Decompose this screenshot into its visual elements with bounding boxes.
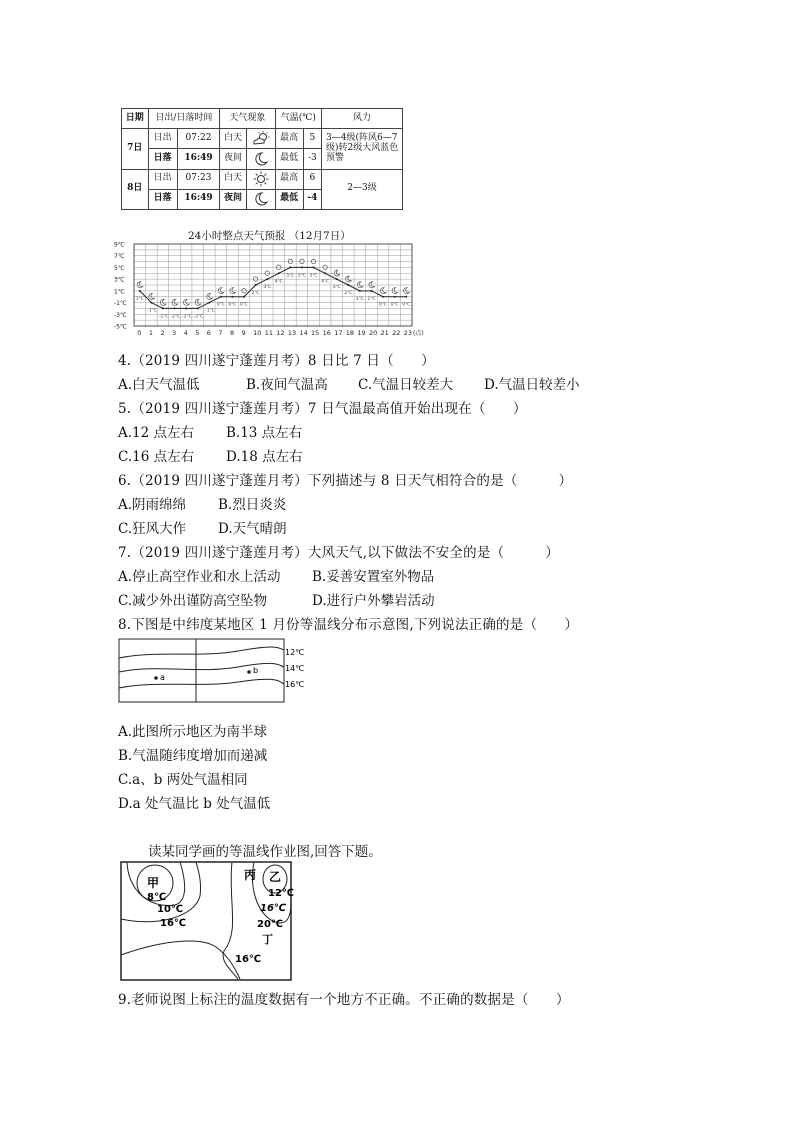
chart-title: 24小时整点天气预报 （12月7日） [188,230,351,242]
header-weather: 天气现象 [220,109,275,129]
temp-16-bottom: 16℃ [235,954,262,965]
x-tick-label: 4 [183,329,188,337]
temp-value: 6 [303,169,321,189]
question-6-stem: 6.（2019 四川遂宁蓬莲月考）下列描述与 8 日天气相符合的是（ ） [118,473,573,489]
x-tick-label: 15 [311,329,320,337]
data-point [220,296,222,298]
time-cell: 16:49 [177,149,219,169]
data-label: -1℃ [205,308,215,314]
kind-cell: 日出 [148,169,177,189]
question-9-stem: 9.老师说图上标注的温度数据有一个地方不正确。不正确的数据是（ ） [118,992,570,1008]
header-wind: 风力 [322,109,403,129]
time-cell: 07:22 [177,129,219,149]
temp-16-right: 16℃ [260,903,287,914]
label-bing: 丙 [244,868,257,882]
option-6c: C.狂风大作 [118,521,187,537]
option-8c: C.a、b 两处气温相同 [118,772,248,788]
data-point [174,307,176,309]
data-point [185,307,187,309]
isotherm-label-14: 14℃ [285,664,305,673]
kind-cell: 日落 [148,189,177,209]
option-5d: D.18 点左右 [226,449,303,465]
x-tick-label: 18 [345,329,355,337]
question-7-stem: 7.（2019 四川遂宁蓬莲月考）大风天气,以下做法不安全的是（ ） [118,545,560,561]
temp-value: -3 [303,149,321,169]
temperature-chart [112,240,422,340]
period-cell: 白天 [220,129,247,149]
data-point [370,290,372,292]
data-label: 4℃ [274,279,283,285]
data-label: 0℃ [228,302,237,308]
option-5c: C.16 点左右 [118,449,195,465]
x-tick-label: 20 [368,329,378,337]
x-tick-label: 14 [299,329,308,337]
x-tick-label: 11 [264,329,273,337]
x-tick-label: 5 [195,329,200,337]
data-point [208,302,210,304]
y-tick-label: 3℃ [114,276,125,284]
date-8: 8日 [122,169,149,210]
y-tick-label: -5℃ [114,323,127,331]
x-tick-label: 6 [206,329,211,337]
data-point [139,290,141,292]
x-tick-label: 1 [148,329,154,337]
option-4c: C.气温日较差大 [358,377,454,393]
x-tick-label: 23 [403,329,412,337]
y-tick-label: 9℃ [114,241,125,249]
data-label: 0℃ [390,302,399,308]
option-8d: D.a 处气温比 b 处气温低 [118,796,271,812]
data-point [278,272,280,274]
data-point [255,284,257,286]
data-label: -2℃ [158,314,169,320]
label-ding: 丁 [262,933,273,946]
time-cell: 07:23 [177,169,219,189]
date-7: 7日 [122,129,149,170]
x-tick-label: 0 [137,329,142,337]
x-tick-label: 19 [357,329,366,337]
y-tick-label: 7℃ [114,253,125,261]
label-jia: 甲 [147,876,160,890]
temp-label: 最高 [275,129,303,149]
data-point [382,296,384,298]
y-tick-label: 1℃ [114,288,125,296]
kind-cell: 日出 [148,129,177,149]
temp-20: 20℃ [257,919,284,930]
x-axis-label: (点) [413,330,424,337]
temp-label: 最低 [275,189,303,209]
data-point [301,266,303,268]
option-4a: A.白天气温低 [118,377,200,393]
temp-16-left: 16℃ [160,918,187,929]
label-yi: 乙 [269,870,282,884]
x-tick-label: 8 [229,329,235,337]
option-7a: A.停止高空作业和水上活动 [118,569,281,585]
question-5-stem: 5.（2019 四川遂宁蓬莲月考）7 日气温最高值开始出现在（ ） [118,401,527,417]
temp-label: 最高 [275,169,303,189]
option-6d: D.天气晴朗 [218,521,287,537]
temp-label: 最低 [275,149,303,169]
weather-table [121,108,403,210]
temp-8: 8℃ [147,892,167,903]
data-point [313,266,315,268]
option-7b: B.妥善安置室外物品 [312,569,435,585]
data-point [394,296,396,298]
question-9-intro: 读某同学画的等温线作业图,回答下题。 [148,844,382,860]
y-tick-label: 5℃ [114,264,125,272]
isotherm-map-2 [120,861,294,983]
option-4b: B.夜间气温高 [246,377,328,393]
temp-10: 10℃ [157,904,184,915]
option-4d: D.气温日较差小 [484,377,580,393]
data-label: 3℃ [332,285,341,291]
data-label: -2℃ [170,314,181,320]
option-5a: A.12 点左右 [118,425,195,441]
data-label: -1℃ [147,308,157,314]
data-point [359,290,361,292]
x-tick-label: 7 [218,329,223,337]
question-4-stem: 4.（2019 四川遂宁蓬莲月考）8 日比 7 日（ ） [118,353,435,369]
option-8b: B.气温随纬度增加而递减 [118,748,268,764]
data-point [347,284,349,286]
point-a-label: a [160,673,165,682]
period-cell: 夜间 [220,189,247,209]
data-label: 4℃ [321,279,330,285]
data-label: 0℃ [216,302,225,308]
x-tick-label: 2 [160,329,165,337]
x-tick-label: 3 [172,329,177,337]
x-tick-label: 21 [380,329,389,337]
isotherm-map-1 [118,638,308,704]
period-cell: 夜间 [220,149,247,169]
temp-value: 5 [303,129,321,149]
data-point [289,266,291,268]
option-7c: C.减少外出谨防高空坠物 [118,593,268,609]
y-tick-label: -3℃ [114,311,127,319]
time-cell: 16:49 [177,189,219,209]
moon-icon [246,149,275,169]
data-label: 2℃ [251,291,260,296]
x-tick-label: 16 [322,329,331,337]
header-sunrise: 日出/日落时间 [148,109,220,129]
data-point [324,272,326,274]
point-b-label: b [253,666,259,675]
temp-value: -4 [303,189,321,209]
data-point [150,302,152,304]
data-point [336,278,338,280]
data-point [405,296,407,298]
isotherm-label-12: 12℃ [285,648,305,657]
option-5b: B.13 点左右 [226,425,303,441]
isotherm-label-16: 16℃ [285,680,305,689]
header-date: 日期 [122,109,149,129]
data-label: 2℃ [344,291,353,296]
data-label: 0℃ [402,302,411,308]
data-point [231,296,233,298]
data-label: 1℃ [355,296,364,302]
header-temp: 气温(℃) [275,109,321,129]
data-label: 0℃ [240,302,248,308]
x-tick-label: 10 [253,329,262,337]
y-tick-label: -1℃ [114,300,127,308]
x-tick-label: 9 [241,329,246,337]
period-cell: 白天 [220,169,247,189]
option-6a: A.阴雨绵绵 [118,497,187,513]
data-label: 1℃ [367,296,376,302]
data-point [243,296,245,298]
data-label: 5℃ [297,273,306,279]
x-tick-label: 22 [392,329,401,337]
question-8-stem: 8.下图是中纬度某地区 1 月份等温线分布示意图,下列说法正确的是（ ） [118,617,579,633]
option-8a: A.此图所示地区为南半球 [118,724,268,740]
data-label: -2℃ [193,314,204,320]
option-6b: B.烈日炎炎 [218,497,287,513]
x-tick-label: 13 [287,329,297,337]
data-label: 0℃ [379,302,387,308]
data-label: 5℃ [309,273,318,279]
wind-7: 3—4级(阵风6—7级)转2级大风蓝色预警 [322,129,403,170]
data-point [197,307,199,309]
partly-cloudy-icon [246,129,275,149]
wind-8: 2—3级 [322,169,403,210]
data-label: 1℃ [135,296,144,302]
moon-icon [246,189,275,209]
sun-icon [246,169,275,189]
x-tick-label: 12 [276,329,285,337]
kind-cell: 日落 [148,149,177,169]
data-label: -2℃ [182,314,192,320]
data-point [266,278,268,280]
option-7d: D.进行户外攀岩活动 [312,593,435,609]
data-label: 5℃ [286,273,295,279]
data-point [162,307,164,309]
temp-12: 12℃ [268,888,295,899]
x-tick-label: 17 [334,329,343,337]
data-label: 3℃ [263,285,272,291]
